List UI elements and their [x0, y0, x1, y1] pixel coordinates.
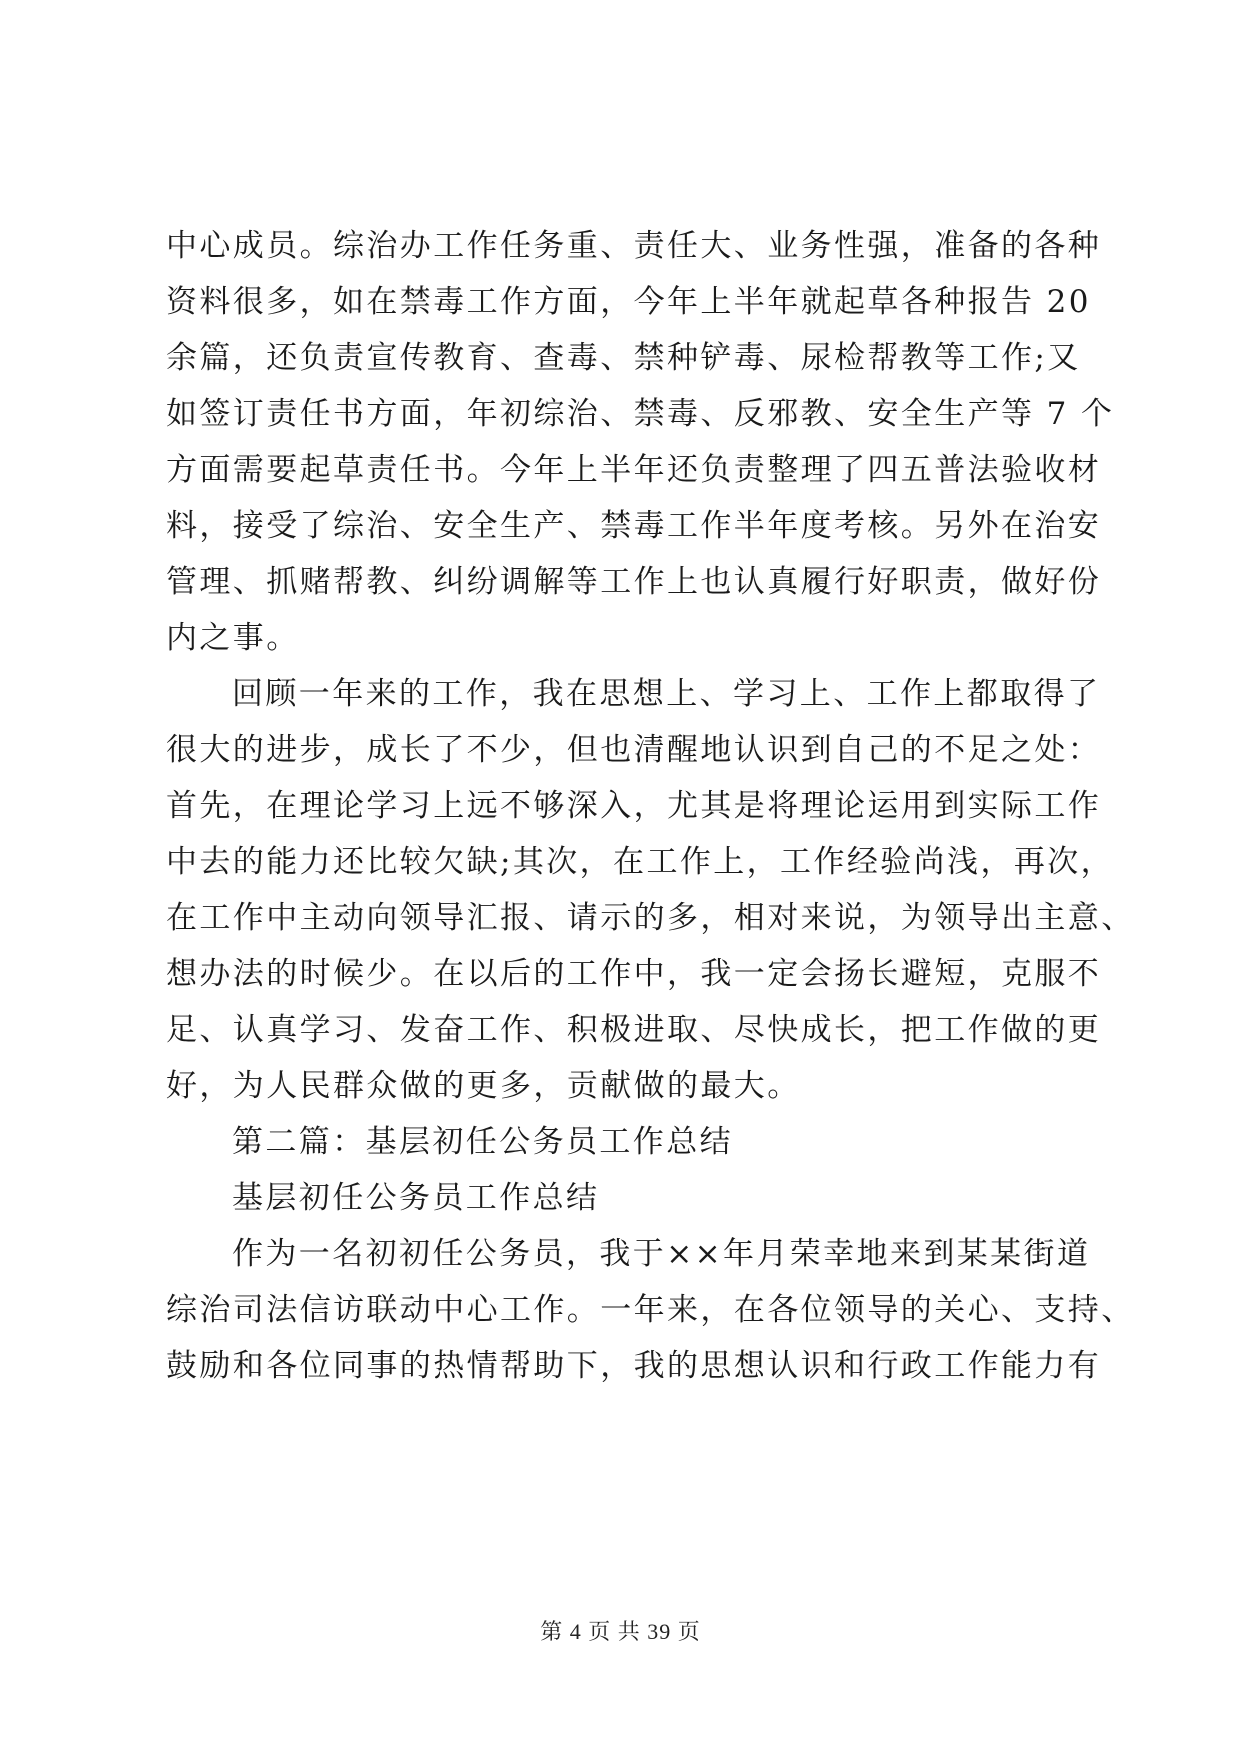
text-line: 在工作中主动向领导汇报、请示的多，相对来说，为领导出主意、 — [166, 900, 1135, 936]
text-line: 中去的能力还比较欠缺;其次，在工作上，工作经验尚浅，再次， — [166, 844, 1115, 880]
text-line: 资料很多，如在禁毒工作方面，今年上半年就起草各种报告 20 — [166, 284, 1091, 320]
paragraph-start-line: 作为一名初初任公务员，我于××年月荣幸地来到某某街道 — [232, 1236, 1091, 1272]
text-line: 足、认真学习、发奋工作、积极进取、尽快成长，把工作做的更 — [166, 1012, 1102, 1048]
text-line: 好，为人民群众做的更多，贡献做的最大。 — [166, 1068, 801, 1104]
page-number-footer: 第 4 页 共 39 页 — [540, 1619, 701, 1644]
text-line: 料，接受了综治、安全生产、禁毒工作半年度考核。另外在治安 — [166, 508, 1102, 544]
text-line: 管理、抓赌帮教、纠纷调解等工作上也认真履行好职责，做好份 — [166, 564, 1102, 600]
text-line: 很大的进步，成长了不少，但也清醒地认识到自己的不足之处： — [166, 732, 1102, 768]
paragraph-start-line: 回顾一年来的工作，我在思想上、学习上、工作上都取得了 — [232, 676, 1101, 712]
text-line: 综治司法信访联动中心工作。一年来，在各位领导的关心、支持、 — [166, 1292, 1135, 1328]
text-line: 余篇，还负责宣传教育、查毒、禁种铲毒、尿检帮教等工作;又 — [166, 340, 1081, 376]
text-line: 想办法的时候少。在以后的工作中，我一定会扬长避短，克服不 — [166, 956, 1102, 992]
text-line: 首先，在理论学习上远不够深入，尤其是将理论运用到实际工作 — [166, 788, 1102, 824]
text-line: 中心成员。综治办工作任务重、责任大、业务性强，准备的各种 — [166, 228, 1102, 264]
text-line: 方面需要起草责任书。今年上半年还负责整理了四五普法验收材 — [166, 452, 1102, 488]
text-line: 鼓励和各位同事的热情帮助下，我的思想认识和行政工作能力有 — [166, 1348, 1102, 1384]
text-line: 如签订责任书方面，年初综治、禁毒、反邪教、安全生产等 7 个 — [166, 396, 1115, 432]
section-title: 基层初任公务员工作总结 — [232, 1180, 600, 1216]
text-line: 内之事。 — [166, 620, 300, 656]
section-heading: 第二篇：基层初任公务员工作总结 — [232, 1124, 733, 1160]
